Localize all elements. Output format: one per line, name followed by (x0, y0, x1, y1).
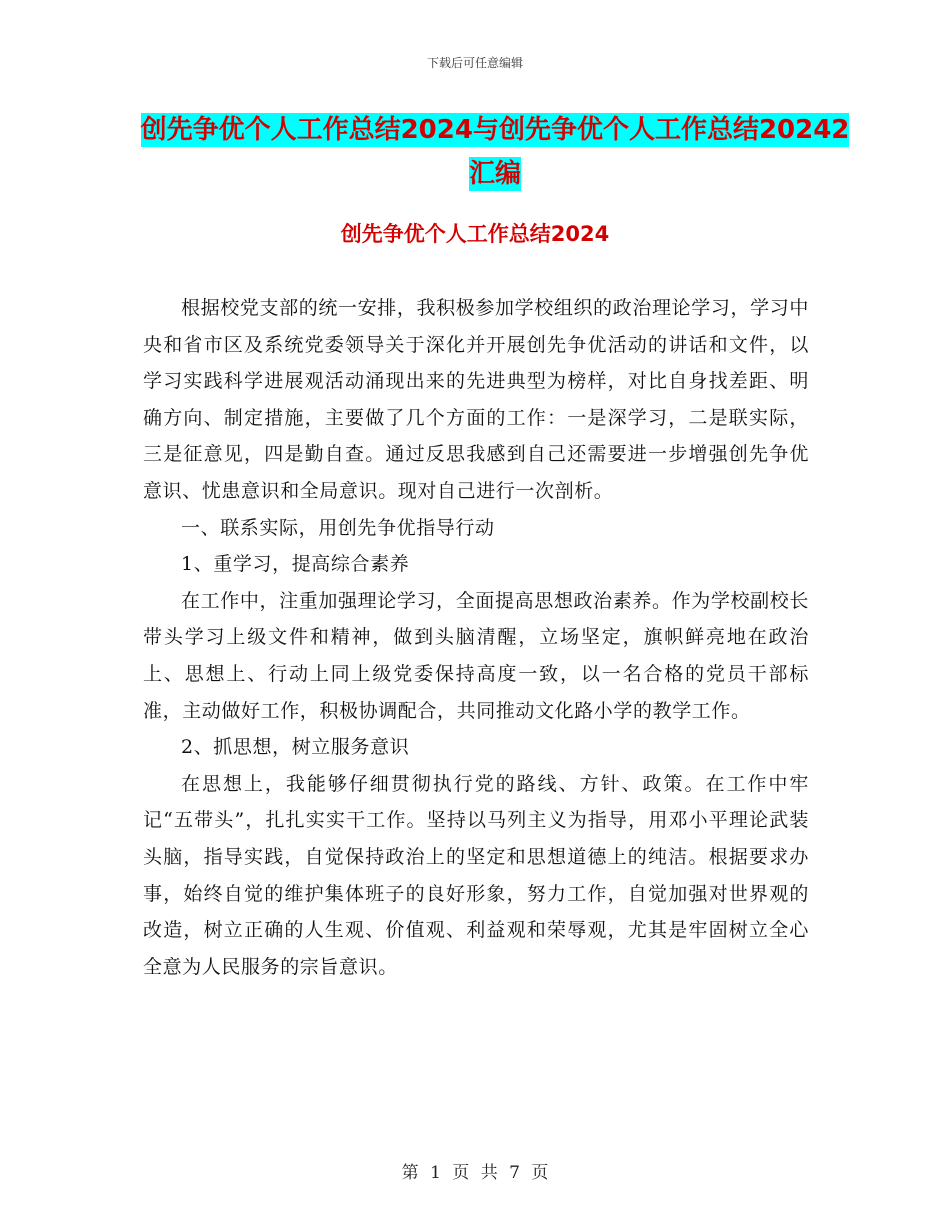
heading-part-one: 一、联系实际，用创先争优指导行动 (181, 516, 495, 539)
page-header-note: 下载后可任意编辑 (426, 56, 523, 70)
paragraph-study: 在工作中，注重加强理论学习，全面提高思想政治素养。作为学校副校长带头学习上级文件和精神，做到头脑清醒，立场坚定，旗帜鲜亮地在政治上、思想上、行动上同上级党委保持高度一致，以一名合格的党员干部标准，主动做好工作，积极协调配合，共同推动文化路小学的教学工作。 (143, 589, 809, 722)
page-number-footer: 第 1 页 共 7 页 (401, 1163, 549, 1183)
section-title: 创先争优个人工作总结2024 (340, 222, 610, 246)
subheading-thought: 2、抓思想，树立服务意识 (181, 736, 410, 759)
subheading-study: 1、重学习，提高综合素养 (181, 553, 410, 576)
paragraph-thought: 在思想上，我能够仔细贯彻执行党的路线、方针、政策。在工作中牢记“五带头”，扎扎实实干工作。坚持以马列主义为指导，用邓小平理论武装头脑，指导实践，自觉保持政治上的坚定和思想道德上的纯洁。根据要求办事，始终自觉的维护集体班子的良好形象，努力工作，自觉加强对世界观的改造，树立正确的人生观、价值观、利益观和荣辱观，尤其是牢固树立全心全意为人民服务的宗旨意识。 (143, 772, 809, 978)
document-title-text: 创先争优个人工作总结2024与创先争优个人工作总结20242汇编 (140, 115, 850, 189)
document-title (140, 108, 850, 196)
document-body (143, 290, 809, 985)
paragraph-intro: 根据校党支部的统一安排，我积极参加学校组织的政治理论学习，学习中央和省市区及系统党委领导关于深化并开展创先争优活动的讲话和文件，以学习实践科学进展观活动涌现出来的先进典型为榜样，对比自身找差距、明确方向、制定措施，主要做了几个方面的工作：一是深学习，二是联实际，三是征意见，四是勤自查。通过反思我感到自己还需要进一步增强创先争优意识、忧患意识和全局意识。现对自己进行一次剖析。 (143, 297, 809, 502)
